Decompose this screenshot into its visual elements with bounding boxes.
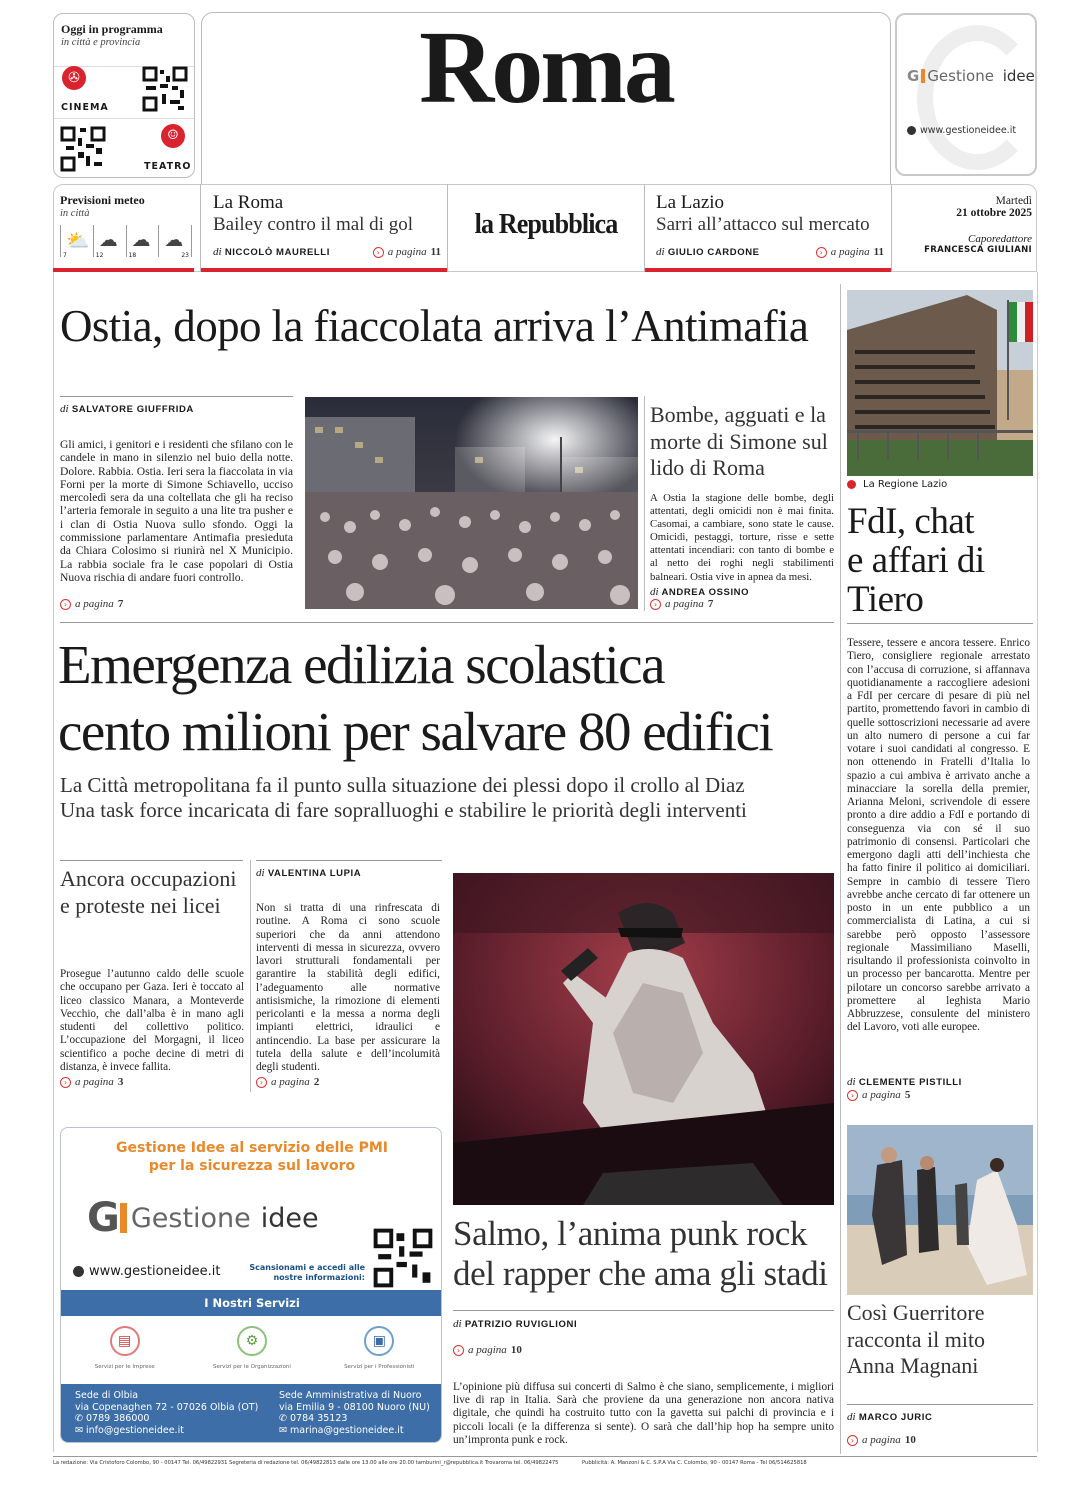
office-nuoro: Sede Amministrativa di Nuoro via Emilia 9 - 08100 Nuoro (NU) ✆ 0784 35123 ✉ marina@gestioneidee.it bbox=[279, 1390, 430, 1436]
arrow-right-icon: › bbox=[60, 599, 71, 610]
gi-logo-bar-icon bbox=[921, 69, 925, 83]
gears-icon: ⚙ bbox=[237, 1326, 267, 1356]
service-item[interactable]: ▣ Servizi per i Professionisti bbox=[324, 1316, 434, 1384]
scuole-subhead-1: La Città metropolitana fa il punto sulla situazione dei plessi dopo il crollo al Diaz bbox=[60, 773, 745, 797]
masthead-title: Roma bbox=[419, 10, 673, 125]
byline: di VALENTINA LUPIA bbox=[256, 867, 362, 879]
ostia-body: Gli amici, i genitori e i residenti che sfilano con le candele in mano in silenzio nel buio della notte. Dolore. Rabbia. Ostia. Ieri sera la fiaccolata in via Forni per la morte di Simone Schiavello, ucciso mercoledì sera da una coltellata che gli ha reciso l’arteria femorale in seguito a una lite tra pusher e i clan di Ostia Nuova sullo sfondo. Oggi la commissione parlamentare Antimafia presieduta da Chiara Colosimo si riunirà nel X Municipio. La rabbia sociale fra le case popolari di Ostia Nuova rischia di andare fuori controllo. bbox=[60, 438, 293, 584]
teatro-label[interactable]: TEATRO bbox=[144, 161, 192, 172]
lazio-stripe bbox=[645, 268, 891, 272]
footer-redazione: La redazione: Via Cristoforo Colombo, 90 - 00147 Tel. 06/49822931 Segreteria di redazione tel. 06/49822813 dalle ore 13.00 alle ore 20.00 tamburini_r@repubblica.it Trovaroma tel. 06/49822475 bbox=[53, 1460, 559, 1466]
ad-logo: G Gestione idee bbox=[87, 1195, 319, 1241]
byline: di MARCO JURIC bbox=[847, 1411, 933, 1423]
page-ref[interactable]: › a pagina 3 bbox=[60, 1076, 123, 1088]
date-day: Martedì bbox=[995, 195, 1032, 207]
salmo-body: L’opinione più diffusa sui concerti di Salmo è che siano, semplicemente, i migliori live di rap in Italia. Sarà che proviene da una generazione non ancora nativa digitale, che quindi ha costruito tutto con la gavetta sui palchi di provincia e i piccoli locali (e la differenza si sente). O sarà che dall’hip hop ha sempre unito un’impronta punk e rock. bbox=[453, 1381, 834, 1446]
page-ref[interactable]: › a pagina 11 bbox=[816, 246, 884, 258]
scuole-subhead-2: Una task force incaricata di fare sopralluoghi e stabilire le priorità degli interventi bbox=[60, 798, 747, 822]
phone-icon: ✆ bbox=[75, 1413, 83, 1424]
regione-building-photo bbox=[847, 290, 1033, 476]
arrow-right-icon: › bbox=[256, 1077, 267, 1088]
page-ref[interactable]: › a pagina 2 bbox=[256, 1076, 319, 1088]
byline: di GIULIO CARDONE bbox=[656, 246, 760, 258]
arrow-right-icon: › bbox=[453, 1345, 464, 1356]
meteo-subtitle: in città bbox=[60, 208, 90, 219]
sport-lazio[interactable] bbox=[656, 192, 884, 258]
services-title: I Nostri Servizi bbox=[61, 1290, 442, 1316]
dateline bbox=[894, 195, 1032, 255]
teatro-qr-code[interactable] bbox=[60, 126, 106, 172]
gi-logo-bar-icon bbox=[120, 1203, 127, 1233]
sport-roma[interactable] bbox=[213, 192, 441, 258]
arrow-right-icon: › bbox=[847, 1090, 858, 1101]
office-olbia: Sede di Olbia via Copenaghen 72 - 07026 Olbia (OT) ✆ 0789 386000 ✉ info@gestioneidee.it bbox=[75, 1390, 259, 1436]
regione-body: Tessere, tessere e ancora tessere. Enrico Tiero, consigliere regionale arrestato con l’accusa di corruzione, si affannava quotidianamente a raccogliere adesioni a FdI per cercare di pesare di più nel partito, promettendo favori in cambio di quelle sottoscrizioni necessarie ad avere un alto numero di persone a cui far votare i suoi candidati al congresso. E non ottenendo in Fratelli d’Italia lo spazio a cui ambiva è arrivato anche a minacciare la sorella della premier, Arianna Meloni, scrivendole di essere pronto a dire addio a FdI e portando di conseguenza via con sé il suo patrimonio di consensi. Particolari che emergono dagli atti dell’inchiesta che ha fatto finire il politico ai domiciliari. Sempre in cambio di tessere Tiero avrebbe anche cercato di far ottenere un posto in un ente pubblico a un commercialista di Latina, a cui si sarebbe però opposto l’assessore regionale Massimiliano Maselli, risultando il professionista coinvolto in un processo per bancarotta. Mentre per pilotare un concorso sarebbe arrivato a promettere al leghista Mario Abbruzzese, consulente del ministero del Lavoro, voti alle europee. bbox=[847, 637, 1030, 1034]
bullet-icon bbox=[847, 480, 856, 489]
fiaccolata-photo bbox=[305, 397, 638, 609]
corner-ad-logo: G Gestione idee bbox=[907, 67, 1035, 85]
programma-subtitle: in città e provincia bbox=[61, 37, 141, 48]
sport-lazio-headline: Sarri all’attacco sul mercato bbox=[656, 214, 870, 235]
magnani-headline[interactable]: Così Guerritore racconta il mito Anna Magnani bbox=[847, 1300, 986, 1378]
arrow-right-icon: › bbox=[847, 1435, 858, 1446]
byline: di SALVATORE GIUFFRIDA bbox=[60, 403, 194, 415]
scuole-headline-1[interactable]: Emergenza edilizia scolastica bbox=[58, 634, 664, 695]
meteo-box bbox=[60, 193, 192, 257]
page-ref[interactable]: › a pagina 10 bbox=[847, 1434, 916, 1446]
gi-logo-icon: G bbox=[87, 1195, 120, 1241]
sport-roma-team: La Roma bbox=[213, 192, 284, 213]
corner-ad-url[interactable]: www.gestioneidee.it bbox=[907, 125, 1016, 136]
phone-icon: ✆ bbox=[279, 1413, 287, 1424]
ad-watermark-logo bbox=[917, 25, 1037, 170]
date-full: 21 ottobre 2025 bbox=[956, 207, 1032, 219]
ostia-headline[interactable]: Ostia, dopo la fiaccolata arriva l’Antimafia bbox=[60, 301, 809, 351]
service-item[interactable]: ⚙ Servizi per le Organizzazioni bbox=[197, 1316, 307, 1384]
ad-tagline-2: per la sicurezza sul lavoro bbox=[148, 1158, 356, 1174]
page-ref[interactable]: › a pagina 5 bbox=[847, 1089, 910, 1101]
gestione-idee-ad[interactable] bbox=[60, 1127, 442, 1443]
ad-offices bbox=[61, 1384, 442, 1443]
cinema-label[interactable]: CINEMA bbox=[61, 102, 109, 113]
mail-icon: ✉ bbox=[75, 1424, 83, 1436]
page-ref[interactable]: › a pagina 7 bbox=[650, 598, 713, 610]
roma-stripe bbox=[201, 268, 447, 272]
arrow-right-icon: › bbox=[60, 1077, 71, 1088]
occupazioni-body: Prosegue l’autunno caldo delle scuole che occupano per Gaza. Ieri è toccato al liceo classico Manara, a Monteverde Vecchio, che dall’alba è in mano agli studenti del collettivo politico. L’occupazione del Morgagni, il liceo scientifico a poche decine di metri di distanza, è invece fallita. bbox=[60, 968, 244, 1073]
byline: di ANDREA OSSINO bbox=[650, 586, 750, 598]
magnani-beach-photo bbox=[847, 1125, 1033, 1295]
sport-lazio-team: La Lazio bbox=[656, 192, 725, 213]
cloud-rain-icon: ☁ bbox=[98, 229, 118, 251]
byline: di CLEMENTE PISTILLI bbox=[847, 1076, 962, 1088]
page-ref[interactable]: › a pagina 10 bbox=[453, 1344, 522, 1356]
briefcase-icon: ▤ bbox=[110, 1326, 140, 1356]
meteo-slot: ⛅ 7 bbox=[61, 225, 94, 257]
gi-logo-icon: G bbox=[907, 67, 920, 85]
byline: di PATRIZIO RUVIGLIONI bbox=[453, 1318, 578, 1330]
bombe-body: A Ostia la stagione delle bombe, degli attentati, degli omicidi non è mai finita. Casomai, a cambiare, sono state le cause. Omicidi, pestaggi, torture, risse e sette attentati incendiari: con tanto di bombe e al netto dei roghi negli stabilimenti balneari. Ostia vive in apnea da mesi. bbox=[650, 492, 834, 583]
occupazioni-headline[interactable]: Ancora occupazioni e proteste nei licei bbox=[60, 866, 237, 918]
ad-tagline-1: Gestione Idee al servizio delle PMI bbox=[116, 1140, 388, 1156]
cloud-rain-icon: ☁ bbox=[131, 229, 151, 251]
globe-icon bbox=[907, 126, 916, 135]
meteo-slot: ☁ 18 bbox=[127, 225, 160, 257]
cinema-icon: ✇ bbox=[62, 66, 86, 90]
corner-ad[interactable] bbox=[895, 13, 1037, 176]
ad-qr-code[interactable] bbox=[373, 1228, 433, 1288]
regione-caption: La Regione Lazio bbox=[847, 479, 947, 490]
meteo-slots bbox=[60, 225, 192, 257]
editor-role: Caporedattore bbox=[968, 233, 1032, 245]
presentation-icon: ▣ bbox=[364, 1326, 394, 1356]
regione-headline[interactable]: FdI, chat e affari di Tiero bbox=[847, 501, 985, 620]
page-ref[interactable]: › a pagina 11 bbox=[373, 246, 441, 258]
byline: di NICCOLÒ MAURELLI bbox=[213, 246, 330, 258]
programma-box bbox=[53, 13, 195, 178]
programma-title: Oggi in programma bbox=[61, 22, 163, 36]
page-ref[interactable]: › a pagina 7 bbox=[60, 598, 123, 610]
sun-cloud-icon: ⛅ bbox=[66, 230, 90, 252]
arrow-right-icon: › bbox=[373, 247, 384, 258]
sport-roma-headline: Bailey contro il mal di gol bbox=[213, 214, 413, 235]
meteo-stripe bbox=[53, 268, 194, 272]
editor-name: FRANCESCA GIULIANI bbox=[924, 245, 1032, 255]
teatro-icon: ☺ bbox=[161, 124, 185, 148]
salmo-headline[interactable]: Salmo, l’anima punk rock del rapper che ama gli stadi bbox=[453, 1214, 828, 1293]
repubblica-logo: la Repubblica bbox=[474, 208, 618, 240]
meteo-slot: ☁ 12 bbox=[94, 225, 127, 257]
ad-url[interactable]: www.gestioneidee.it bbox=[73, 1264, 220, 1279]
bombe-headline[interactable]: Bombe, agguati e la morte di Simone sul lido di Roma bbox=[650, 402, 828, 480]
meteo-slot: ☁ 23 bbox=[159, 225, 192, 257]
footer-pubblicita: Pubblicità: A. Manzoni & C. S.P.A Via C. Colombo, 90 - 00147 Roma - Tel 06/514625818 bbox=[582, 1460, 807, 1466]
arrow-right-icon: › bbox=[816, 247, 827, 258]
services-row bbox=[61, 1316, 442, 1384]
cinema-qr-code[interactable] bbox=[142, 66, 188, 112]
scuole-headline-2[interactable]: cento milioni per salvare 80 edifici bbox=[58, 701, 773, 762]
cloud-rain-icon: ☁ bbox=[164, 229, 184, 251]
salmo-concert-photo bbox=[453, 873, 834, 1205]
arrow-right-icon: › bbox=[650, 599, 661, 610]
globe-icon bbox=[73, 1266, 84, 1277]
ad-scan-text: Scansionami e accedi alle nostre informazioni: bbox=[249, 1263, 365, 1282]
meteo-title: Previsioni meteo bbox=[60, 193, 145, 207]
mail-icon: ✉ bbox=[279, 1424, 287, 1436]
service-item[interactable]: ▤ Servizi per le Imprese bbox=[70, 1316, 180, 1384]
lupia-body: Non si tratta di una rinfrescata di routine. A Roma ci sono scuole superiori che da anni attendono interventi di messa in sicurezza, ovvero lavori strutturali fondamentali per garantire la stabilità degli edifici, l’adeguamento alle normative antisismiche, la rimozione di elementi pericolanti e la messa a norma degli impianti elettrici, idraulici e antincendio. La base per assicurare la tutela della salute e dell’incolumità degli studenti. bbox=[256, 902, 440, 1073]
